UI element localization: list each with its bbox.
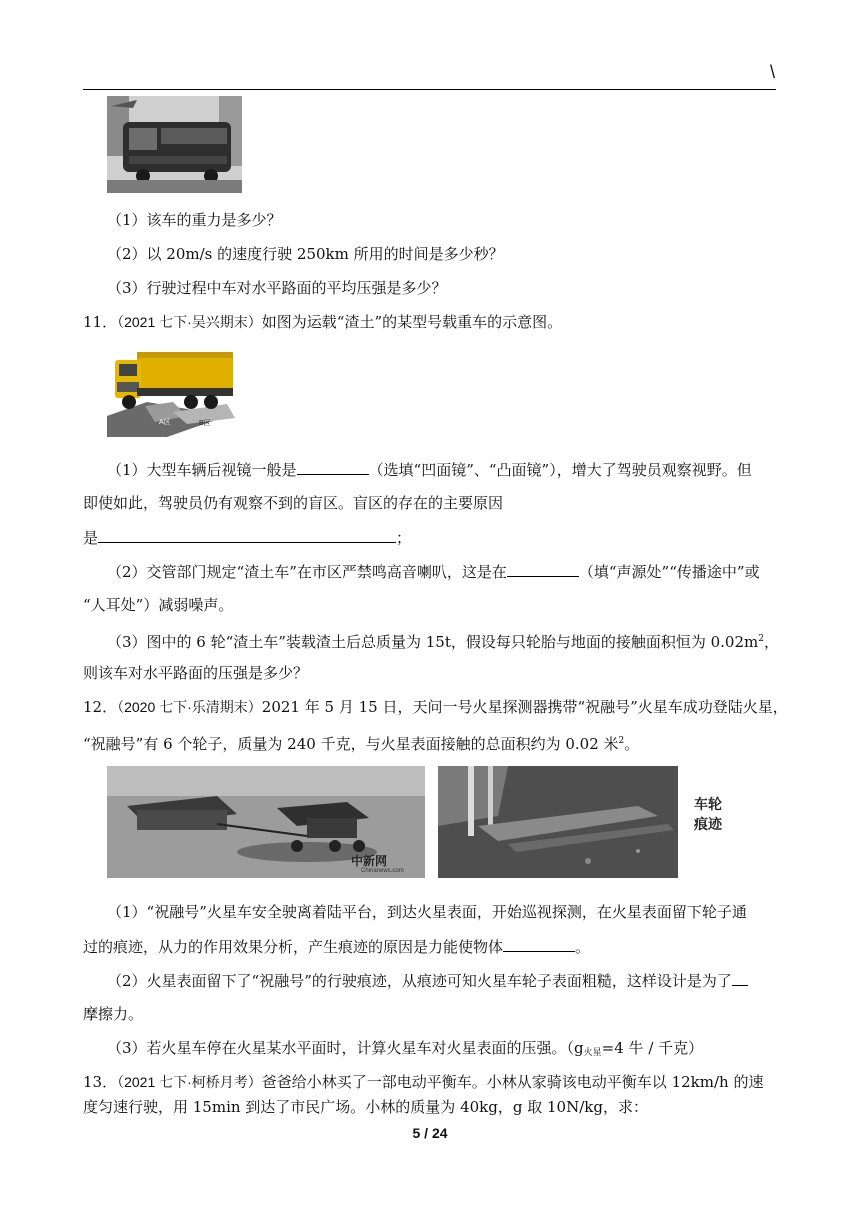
truck-zone-label-a: A区 <box>159 419 171 426</box>
bus-photo <box>107 96 242 193</box>
q12-stem-a: 2021 年 5 月 15 日，天问一号火星探测器携带“祝融号”火星车成功登陆火星， <box>261 698 788 716</box>
q12-s1-line1: （1）“祝融号”火星车安全驶离着陆平台，到达火星表面，开始巡视探测，在火星表面留下轮子通 <box>107 903 747 921</box>
q11-s3-line1 <box>107 628 779 653</box>
answer-blank[interactable] <box>507 560 579 577</box>
q11-s1-line2: 即使如此，驾驶员仍有观察不到的盲区。盲区的存在的主要原因 <box>83 494 504 512</box>
q12-heading <box>83 696 788 718</box>
q10-sub2: （2）以 20m/s 的速度行驶 250km 所用的时间是多少秒？ <box>107 245 504 263</box>
q11-s1-text-b: （选填“凹面镜”、“凸面镜”），增大了驾驶员观察视野。但 <box>368 461 752 479</box>
q10-sub3: （3）行驶过程中车对水平路面的平均压强是多少？ <box>107 279 447 297</box>
q11-s2-text-a: （2）交管部门规定“渣土车”在市区严禁鸣高音喇叭，这是在 <box>107 563 507 581</box>
q11-s2-line1 <box>107 560 760 583</box>
q11-source: （2021 七下·吴兴期末） <box>117 314 262 330</box>
trace-label-line2: 痕迹 <box>694 817 722 833</box>
answer-blank[interactable] <box>732 969 748 986</box>
wheel-trace-photo <box>438 766 743 878</box>
q12-source: （2020 七下·乐清期末） <box>117 699 262 715</box>
q12-stem-c: 。 <box>624 735 640 753</box>
answer-blank[interactable] <box>503 935 575 952</box>
photo-watermark: 中新网 <box>351 854 388 868</box>
q13-stem-line2: 度匀速行驶，用 15min 到达了市民广场。小林的质量为 40kg，g 取 10N/kg，求： <box>83 1098 648 1116</box>
trace-label-line1: 车轮 <box>694 797 722 813</box>
q12-s3-line1 <box>107 1037 703 1064</box>
q11-s3-text-a: （3）图中的 6 轮“渣土车”装载渣土后总质量为 15t，假设每只轮胎与地面的接触面积恒为 0.02m <box>107 633 759 651</box>
q11-s3-line2: 则该车对水平路面的压强是多少？ <box>83 664 309 682</box>
q11-s1-text-d: 是 <box>83 529 99 547</box>
dump-truck-image <box>107 344 237 437</box>
q12-stem-b: “祝融号”有 6 个轮子，质量为 240 千克，与火星表面接触的总面积约为 0.02 米 <box>83 735 619 753</box>
q13-number: 13． <box>83 1073 118 1091</box>
q12-s1-line2 <box>83 935 590 958</box>
answer-blank[interactable] <box>98 526 396 543</box>
truck-zone-label-b: B区 <box>199 420 211 427</box>
q12-s2-text-a: （2）火星表面留下了“祝融号”的行驶痕迹，从痕迹可知火星车轮子表面粗糙，这样设计是为了 <box>107 972 732 990</box>
q12-s1-text-b: 过的痕迹，从力的作用效果分析，产生痕迹的原因是力能使物体 <box>83 938 504 956</box>
superscript: 2 <box>758 634 764 644</box>
q11-s1-line3 <box>83 526 411 549</box>
page-number: 5 / 24 <box>412 1125 448 1141</box>
header-rule <box>83 89 776 90</box>
q12-s3-text-a: （3）若火星车停在火星某水平面时，计算火星车对火星表面的压强。（g <box>107 1039 584 1057</box>
q12-s2-line2: 摩擦力。 <box>83 1005 144 1023</box>
q12-s3-text-b: =4 牛 / 千克） <box>601 1039 704 1057</box>
photo-watermark-url: Chinanews.com <box>361 868 404 874</box>
q11-s2-line2: “人耳处”）减弱噪声。 <box>83 596 234 614</box>
q13-source: （2021 七下·柯桥月考） <box>117 1074 262 1090</box>
answer-blank[interactable] <box>297 458 369 475</box>
q11-s1-text-e: ； <box>396 529 412 547</box>
q12-s2-line1 <box>107 969 748 992</box>
q12-s1-text-c: 。 <box>575 938 591 956</box>
mars-rover-photo <box>107 766 425 878</box>
q12-number: 12． <box>83 698 118 716</box>
q10-sub1: （1）该车的重力是多少？ <box>107 211 282 229</box>
superscript: 2 <box>618 736 625 746</box>
header-mark: \ <box>770 62 776 82</box>
q11-s1-text-a: （1）大型车辆后视镜一般是 <box>107 461 297 479</box>
q13-stem-a: 爸爸给小林买了一部电动平衡车。小林从家骑该电动平衡车以 12km/h 的速 <box>261 1073 764 1091</box>
q11-heading <box>83 311 562 333</box>
q11-number: 11． <box>83 313 118 331</box>
q11-stem: 如图为运载“渣土”的某型号载重车的示意图。 <box>261 313 563 331</box>
subscript: 火星 <box>583 1048 602 1058</box>
q13-heading <box>83 1071 763 1093</box>
q11-s1-line1 <box>107 458 752 481</box>
q11-s2-text-b: （填“声源处”“传播途中”或 <box>578 563 760 581</box>
q12-stem-line2 <box>83 730 639 755</box>
q11-s3-text-b: ， <box>763 633 779 651</box>
